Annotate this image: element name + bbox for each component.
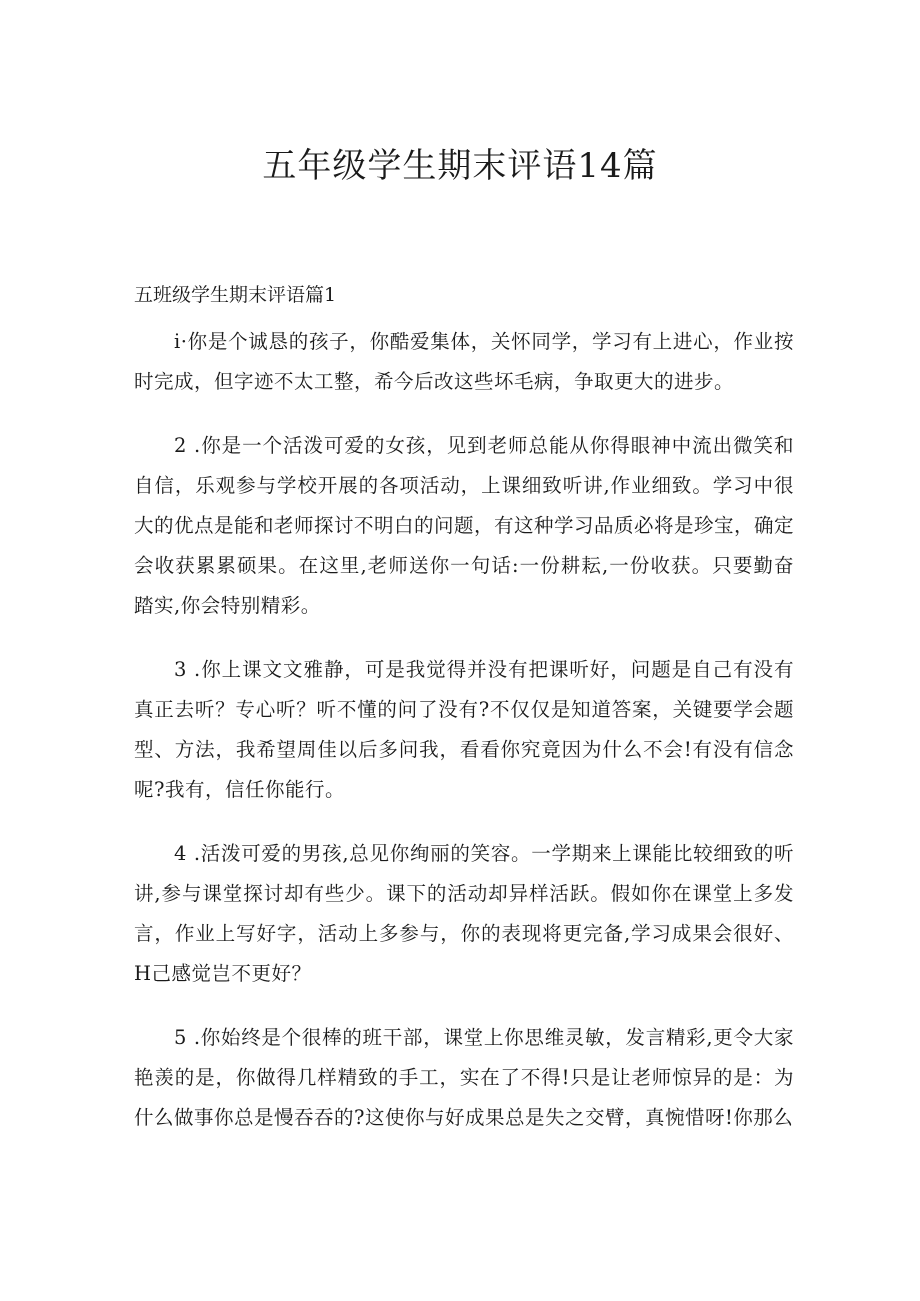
body-text bbox=[134, 322, 794, 1162]
comment-paragraph-2: 2 .你是一个活泼可爱的女孩，见到老师总能从你得眼神中流出微笑和自信，乐观参与学校开展的各项活动，上课细致听讲,作业细致。学习中很大的优点是能和老师探讨不明白的问题，有这种学习品质必将是珍宝，确定会收获累累硕果。在这里,老师送你一句话:一份耕耘,一份收获。只要勤奋踏实,你会特别精彩。 bbox=[134, 434, 795, 617]
comment-paragraph-3: 3 .你上课文文雅静，可是我觉得并没有把课听好，问题是自己有没有真正去听？专心听？听不懂的问了没有?不仅仅是知道答案，关键要学会题型、方法，我希望周佳以后多问我，看看你究竟因为什么不会!有没有信念呢?我有，信任你能行。 bbox=[134, 658, 794, 801]
comment-paragraph-4: 4 .活泼可爱的男孩,总见你绚丽的笑容。一学期来上课能比较细致的听讲,参与课堂探讨却有些少。课下的活动却异样活跃。假如你在课堂上多发言，作业上写好字，活动上多参与，你的表现将更完备,学习成果会很好、H己感觉岂不更好？ bbox=[134, 842, 794, 985]
comment-paragraph-5: 5 .你始终是个很棒的班干部，课堂上你思维灵敏，发言精彩,更令大家艳羡的是，你做得几样精致的手工，实在了不得!只是让老师惊异的是：为什么做事你总是慢吞吞的?这使你与好成果总是失之交臂，真惋惜呀!你那么 bbox=[134, 1026, 794, 1129]
comment-paragraph-1: i·你是个诚恳的孩子，你酷爱集体，关怀同学，学习有上进心，作业按时完成，但字迹不太工整，希今后改这些坏毛病，争取更大的进步。 bbox=[134, 330, 794, 393]
document-title: 五年级学生期末评语14篇 bbox=[262, 146, 658, 186]
section-heading: 五班级学生期末评语篇1 bbox=[134, 284, 337, 306]
